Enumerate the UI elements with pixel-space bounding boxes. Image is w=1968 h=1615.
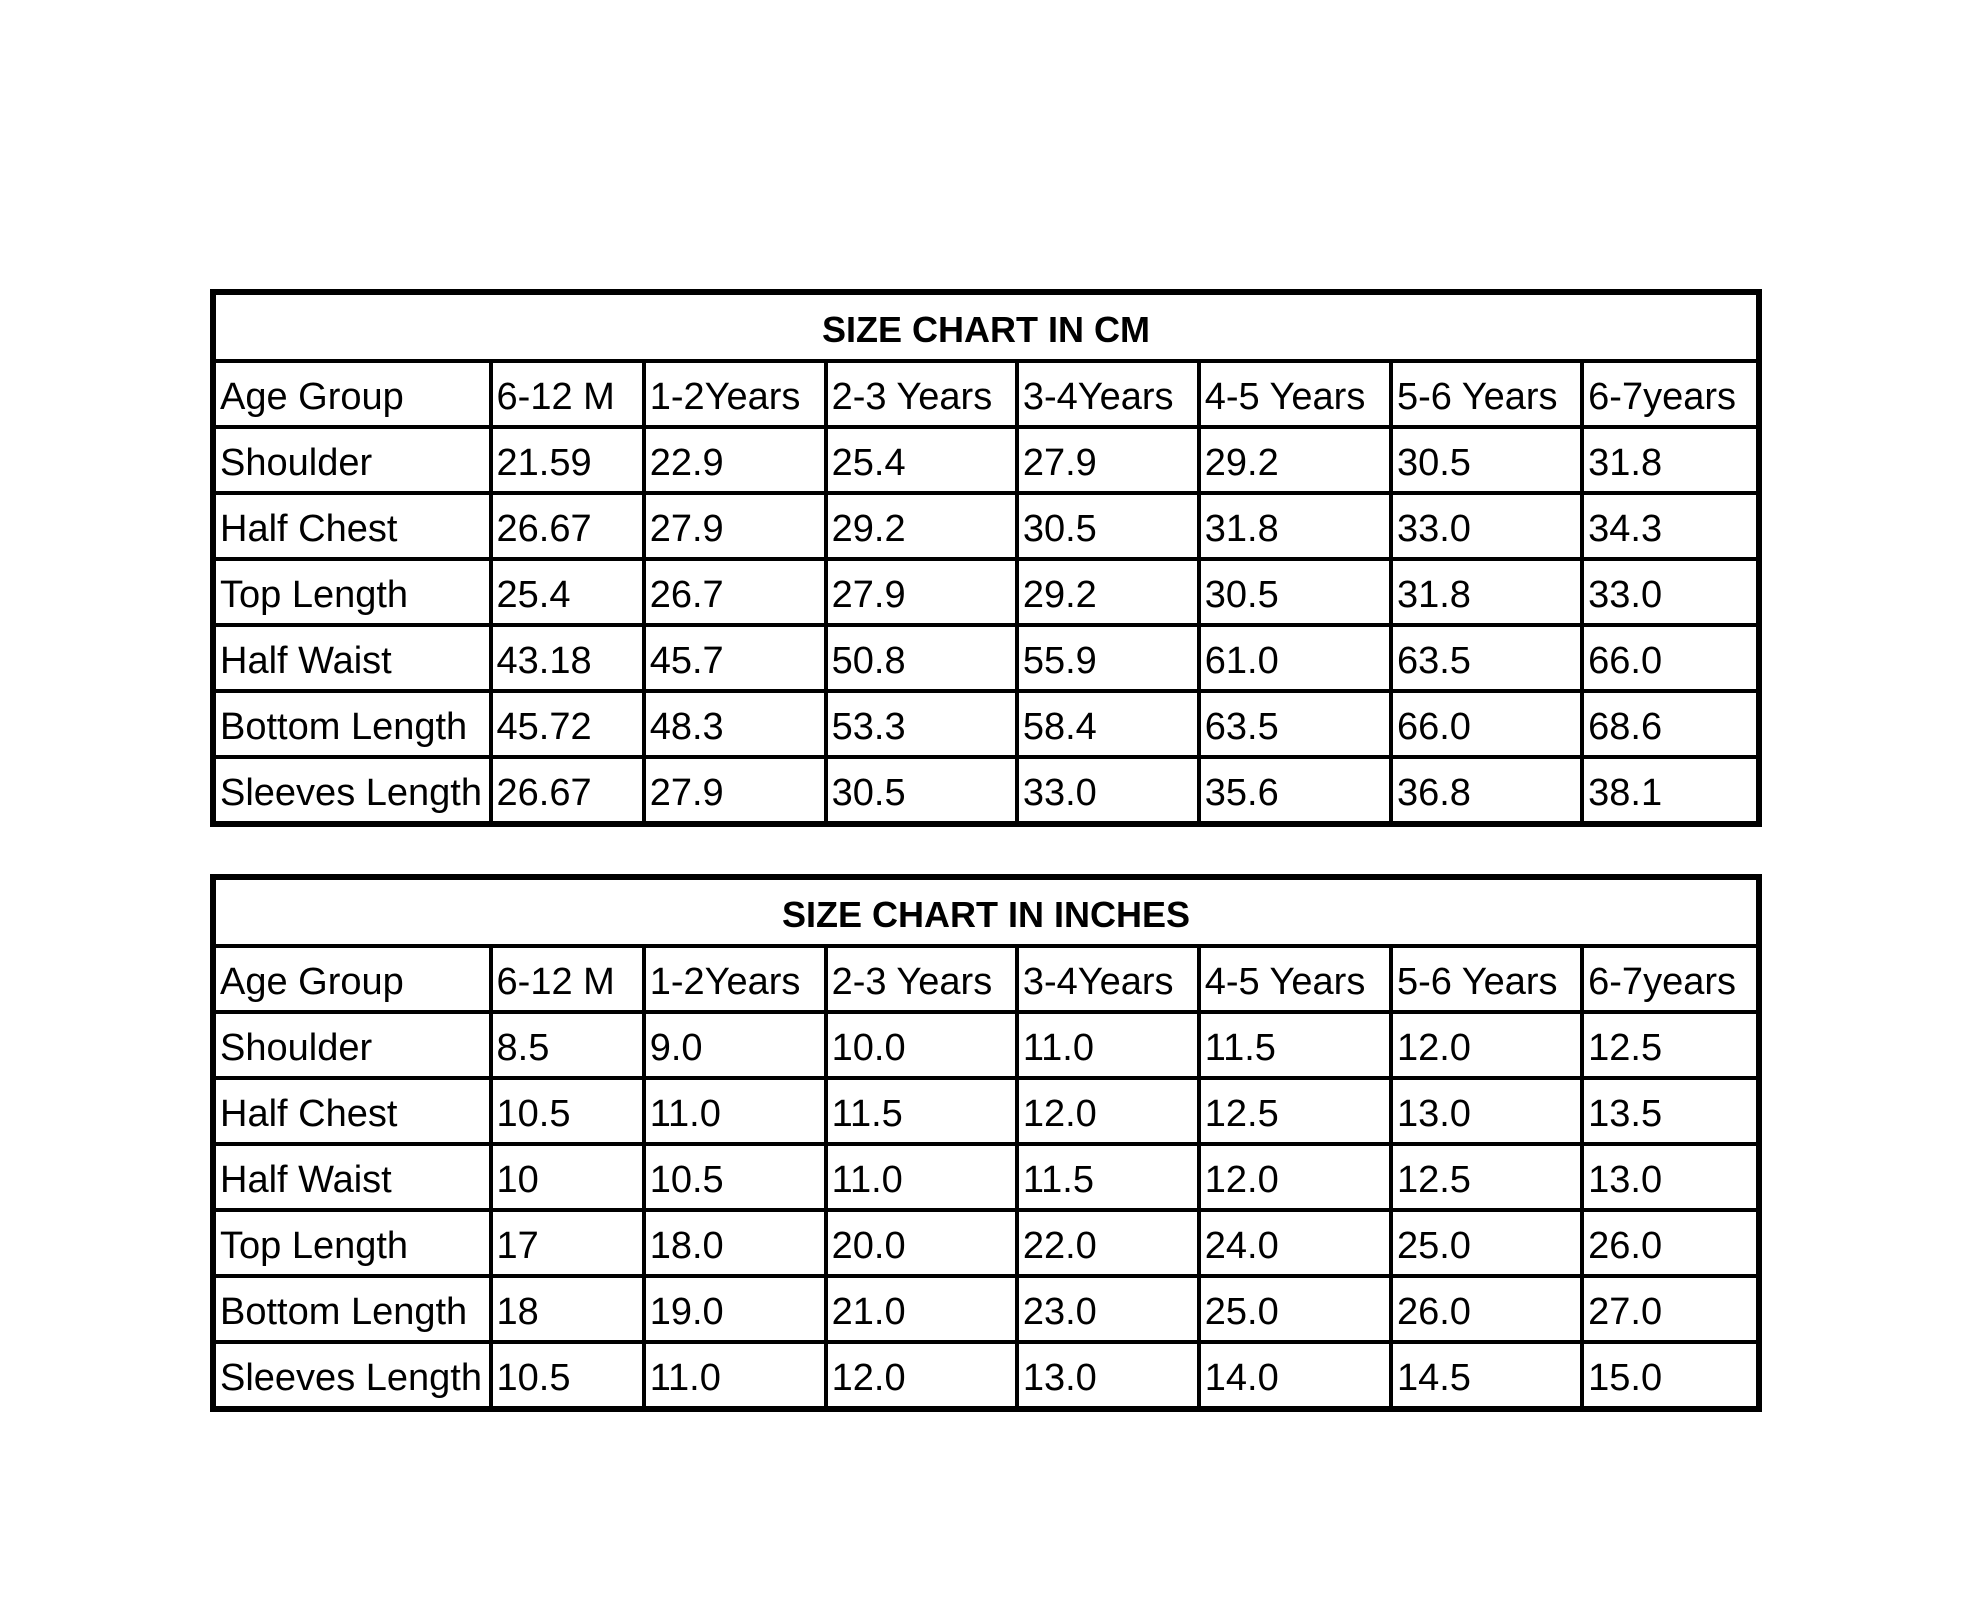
- value-cell: 25.0: [1199, 1276, 1391, 1342]
- value-cell: 12.5: [1582, 1012, 1759, 1078]
- value-cell: 66.0: [1391, 691, 1582, 757]
- row-label-cell: Bottom Length: [213, 1276, 491, 1342]
- value-cell: 38.1: [1582, 757, 1759, 824]
- value-cell: 45.7: [644, 625, 826, 691]
- value-cell: 24.0: [1199, 1210, 1391, 1276]
- table-row: [213, 1144, 1759, 1210]
- value-cell: 18.0: [644, 1210, 826, 1276]
- value-cell: 12.0: [1199, 1144, 1391, 1210]
- row-label-cell: Bottom Length: [213, 691, 491, 757]
- table-row: [213, 1276, 1759, 1342]
- header-age-cell: 1-2Years: [644, 361, 826, 427]
- value-cell: 34.3: [1582, 493, 1759, 559]
- value-cell: 35.6: [1199, 757, 1391, 824]
- value-cell: 30.5: [1391, 427, 1582, 493]
- value-cell: 43.18: [491, 625, 644, 691]
- value-cell: 26.67: [491, 493, 644, 559]
- row-label-cell: Half Waist: [213, 1144, 491, 1210]
- value-cell: 30.5: [1199, 559, 1391, 625]
- value-cell: 36.8: [1391, 757, 1582, 824]
- row-label-cell: Sleeves Length: [213, 1342, 491, 1409]
- value-cell: 33.0: [1017, 757, 1199, 824]
- row-label-cell: Half Chest: [213, 1078, 491, 1144]
- value-cell: 11.5: [826, 1078, 1017, 1144]
- value-cell: 8.5: [491, 1012, 644, 1078]
- value-cell: 31.8: [1391, 559, 1582, 625]
- value-cell: 48.3: [644, 691, 826, 757]
- table-row: [213, 1012, 1759, 1078]
- value-cell: 23.0: [1017, 1276, 1199, 1342]
- value-cell: 26.67: [491, 757, 644, 824]
- value-cell: 12.0: [1391, 1012, 1582, 1078]
- value-cell: 30.5: [826, 757, 1017, 824]
- value-cell: 21.59: [491, 427, 644, 493]
- header-age-cell: 1-2Years: [644, 946, 826, 1012]
- value-cell: 63.5: [1391, 625, 1582, 691]
- value-cell: 53.3: [826, 691, 1017, 757]
- value-cell: 55.9: [1017, 625, 1199, 691]
- header-row: [213, 946, 1759, 1012]
- table-row: [213, 757, 1759, 824]
- size-chart-cm-body: [213, 292, 1759, 824]
- value-cell: 22.0: [1017, 1210, 1199, 1276]
- row-label-cell: Half Chest: [213, 493, 491, 559]
- value-cell: 13.0: [1017, 1342, 1199, 1409]
- header-age-cell: 5-6 Years: [1391, 946, 1582, 1012]
- value-cell: 27.9: [644, 493, 826, 559]
- value-cell: 14.0: [1199, 1342, 1391, 1409]
- value-cell: 18: [491, 1276, 644, 1342]
- value-cell: 12.0: [1017, 1078, 1199, 1144]
- value-cell: 61.0: [1199, 625, 1391, 691]
- value-cell: 13.0: [1391, 1078, 1582, 1144]
- value-cell: 29.2: [1017, 559, 1199, 625]
- header-row: [213, 361, 1759, 427]
- table-row: [213, 493, 1759, 559]
- value-cell: 11.5: [1199, 1012, 1391, 1078]
- table-title: SIZE CHART IN CM: [213, 292, 1759, 361]
- value-cell: 27.9: [826, 559, 1017, 625]
- value-cell: 25.4: [491, 559, 644, 625]
- value-cell: 27.0: [1582, 1276, 1759, 1342]
- header-age-cell: 6-7years: [1582, 361, 1759, 427]
- table-row: [213, 559, 1759, 625]
- header-age-cell: 6-7years: [1582, 946, 1759, 1012]
- value-cell: 9.0: [644, 1012, 826, 1078]
- value-cell: 10.0: [826, 1012, 1017, 1078]
- value-cell: 14.5: [1391, 1342, 1582, 1409]
- value-cell: 20.0: [826, 1210, 1017, 1276]
- header-age-cell: 5-6 Years: [1391, 361, 1582, 427]
- table-row: [213, 625, 1759, 691]
- header-age-cell: 6-12 M: [491, 946, 644, 1012]
- value-cell: 68.6: [1582, 691, 1759, 757]
- value-cell: 29.2: [826, 493, 1017, 559]
- value-cell: 25.0: [1391, 1210, 1582, 1276]
- table-title-row: [213, 292, 1759, 361]
- value-cell: 11.0: [644, 1342, 826, 1409]
- header-age-cell: 4-5 Years: [1199, 361, 1391, 427]
- value-cell: 10.5: [491, 1078, 644, 1144]
- table-title-row: [213, 877, 1759, 946]
- value-cell: 26.7: [644, 559, 826, 625]
- value-cell: 27.9: [1017, 427, 1199, 493]
- value-cell: 11.0: [826, 1144, 1017, 1210]
- value-cell: 10: [491, 1144, 644, 1210]
- value-cell: 63.5: [1199, 691, 1391, 757]
- row-label-cell: Sleeves Length: [213, 757, 491, 824]
- header-age-cell: 2-3 Years: [826, 946, 1017, 1012]
- value-cell: 21.0: [826, 1276, 1017, 1342]
- header-age-cell: 2-3 Years: [826, 361, 1017, 427]
- value-cell: 19.0: [644, 1276, 826, 1342]
- table-row: [213, 691, 1759, 757]
- size-chart-inches-table: [210, 874, 1762, 1412]
- value-cell: 15.0: [1582, 1342, 1759, 1409]
- row-label-cell: Top Length: [213, 1210, 491, 1276]
- row-label-cell: Top Length: [213, 559, 491, 625]
- row-label-cell: Shoulder: [213, 427, 491, 493]
- value-cell: 33.0: [1391, 493, 1582, 559]
- value-cell: 66.0: [1582, 625, 1759, 691]
- value-cell: 30.5: [1017, 493, 1199, 559]
- header-age-cell: 3-4Years: [1017, 361, 1199, 427]
- value-cell: 31.8: [1199, 493, 1391, 559]
- header-age-cell: 3-4Years: [1017, 946, 1199, 1012]
- value-cell: 27.9: [644, 757, 826, 824]
- table-title: SIZE CHART IN INCHES: [213, 877, 1759, 946]
- value-cell: 11.0: [644, 1078, 826, 1144]
- value-cell: 11.0: [1017, 1012, 1199, 1078]
- row-label-cell: Shoulder: [213, 1012, 491, 1078]
- value-cell: 12.0: [826, 1342, 1017, 1409]
- size-chart-cm-table: [210, 289, 1762, 827]
- table-row: [213, 427, 1759, 493]
- value-cell: 11.5: [1017, 1144, 1199, 1210]
- value-cell: 10.5: [644, 1144, 826, 1210]
- table-row: [213, 1210, 1759, 1276]
- value-cell: 33.0: [1582, 559, 1759, 625]
- row-label-cell: Half Waist: [213, 625, 491, 691]
- value-cell: 29.2: [1199, 427, 1391, 493]
- header-label-cell: Age Group: [213, 361, 491, 427]
- size-chart-inches-body: [213, 877, 1759, 1409]
- value-cell: 17: [491, 1210, 644, 1276]
- table-row: [213, 1078, 1759, 1144]
- value-cell: 13.5: [1582, 1078, 1759, 1144]
- value-cell: 26.0: [1391, 1276, 1582, 1342]
- header-age-cell: 4-5 Years: [1199, 946, 1391, 1012]
- value-cell: 10.5: [491, 1342, 644, 1409]
- value-cell: 26.0: [1582, 1210, 1759, 1276]
- header-age-cell: 6-12 M: [491, 361, 644, 427]
- value-cell: 13.0: [1582, 1144, 1759, 1210]
- value-cell: 50.8: [826, 625, 1017, 691]
- value-cell: 31.8: [1582, 427, 1759, 493]
- value-cell: 12.5: [1391, 1144, 1582, 1210]
- value-cell: 22.9: [644, 427, 826, 493]
- value-cell: 58.4: [1017, 691, 1199, 757]
- table-row: [213, 1342, 1759, 1409]
- value-cell: 12.5: [1199, 1078, 1391, 1144]
- value-cell: 45.72: [491, 691, 644, 757]
- value-cell: 25.4: [826, 427, 1017, 493]
- header-label-cell: Age Group: [213, 946, 491, 1012]
